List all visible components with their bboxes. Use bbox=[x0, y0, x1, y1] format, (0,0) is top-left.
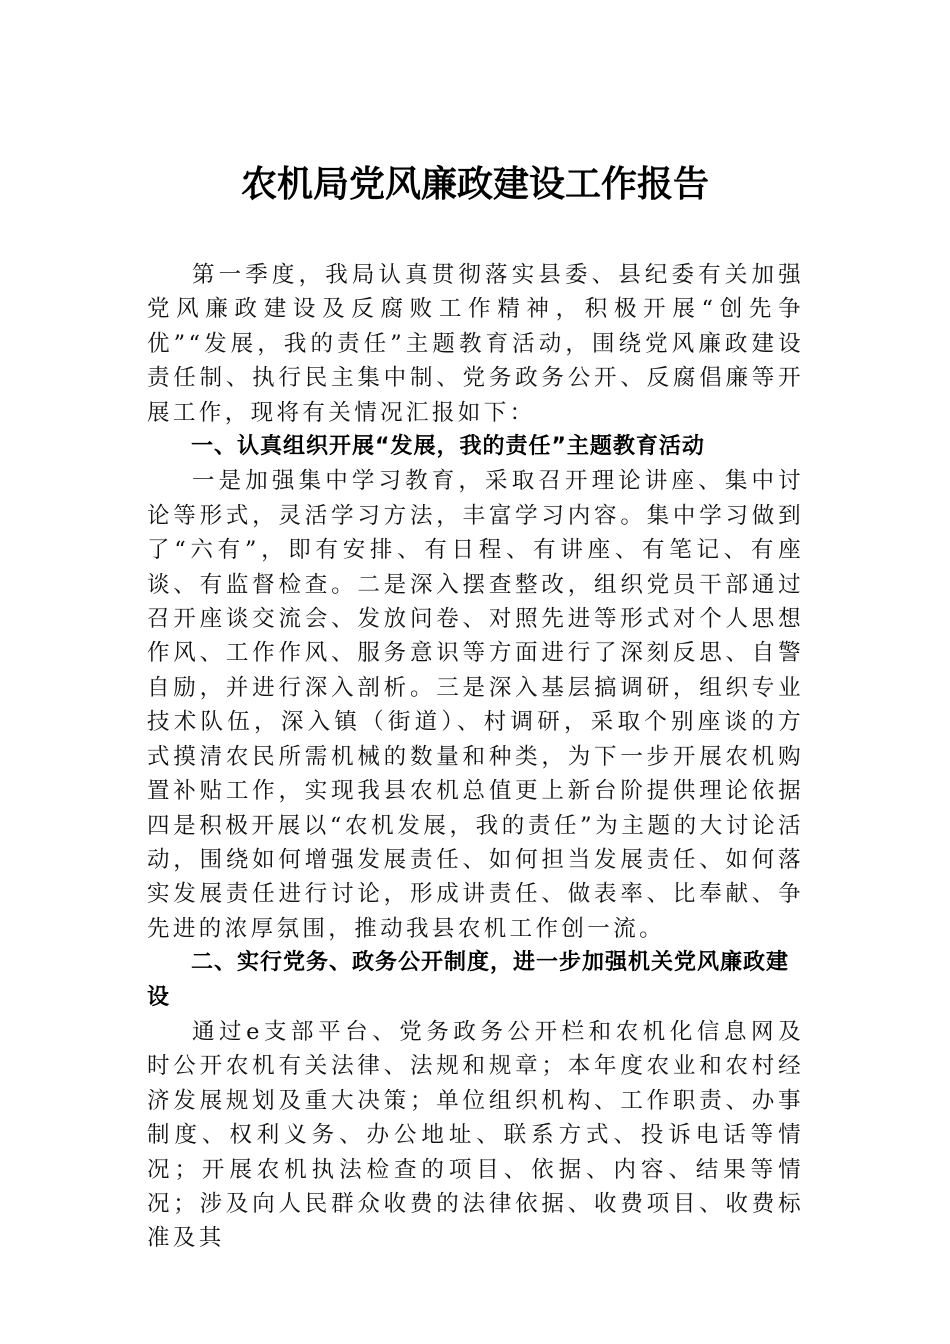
section-1-paragraph: 一是加强集中学习教育，采取召开理论讲座、集中讨论等形式，灵活学习方法，丰富学习内容。集中学习做到了“六有”，即有安排、有日程、有讲座、有笔记、有座谈、有监督检查。二是深入摆查整改，组织党员干部通过召开座谈交流会、发放问卷、对照先进等形式对个人思想作风、工作作风、服务意识等方面进行了深刻反思、自警自励，并进行深入剖析。三是深入基层搞调研，组织专业技术队伍，深入镇（街道）、村调研，采取个别座谈的方式摸清农民所需机械的数量和种类，为下一步开展农机购置补贴工作，实现我县农机总值更上新台阶提供理论依据四是积极开展以“农机发展，我的责任”为主题的大讨论活动，围绕如何增强发展责任、如何担当发展责任、如何落实发展责任进行讨论，形成讲责任、做表率、比奉献、争先进的浓厚氛围，推动我县农机工作创一流。 bbox=[147, 468, 804, 942]
section-2-paragraph: 通过e支部平台、党务政务公开栏和农机化信息网及时公开农机有关法律、法规和规章；本年度农业和农村经济发展规划及重大决策；单位组织机构、工作职责、办事制度、权利义务、办公地址、联系方式、投诉电话等情况；开展农机执法检查的项目、依据、内容、结果等情况；涉及向人民群众收费的法律依据、收费项目、收费标准及其 bbox=[147, 1018, 804, 1252]
document-body bbox=[147, 258, 804, 1256]
intro-paragraph: 第一季度，我局认真贯彻落实县委、县纪委有关加强党风廉政建设及反腐败工作精神，积极开展“创先争优”“发展，我的责任”主题教育活动，围绕党风廉政建设责任制、执行民主集中制、党务政务公开、反腐倡廉等开展工作，现将有关情况汇报如下： bbox=[147, 262, 804, 426]
section-heading-2: 二、实行党务、政务公开制度，进一步加强机关党风廉政建设 bbox=[147, 950, 790, 1010]
section-heading-1: 一、认真组织开展“发展，我的责任”主题教育活动 bbox=[191, 434, 705, 460]
document-title: 农机局党风廉政建设工作报告 bbox=[240, 163, 709, 205]
